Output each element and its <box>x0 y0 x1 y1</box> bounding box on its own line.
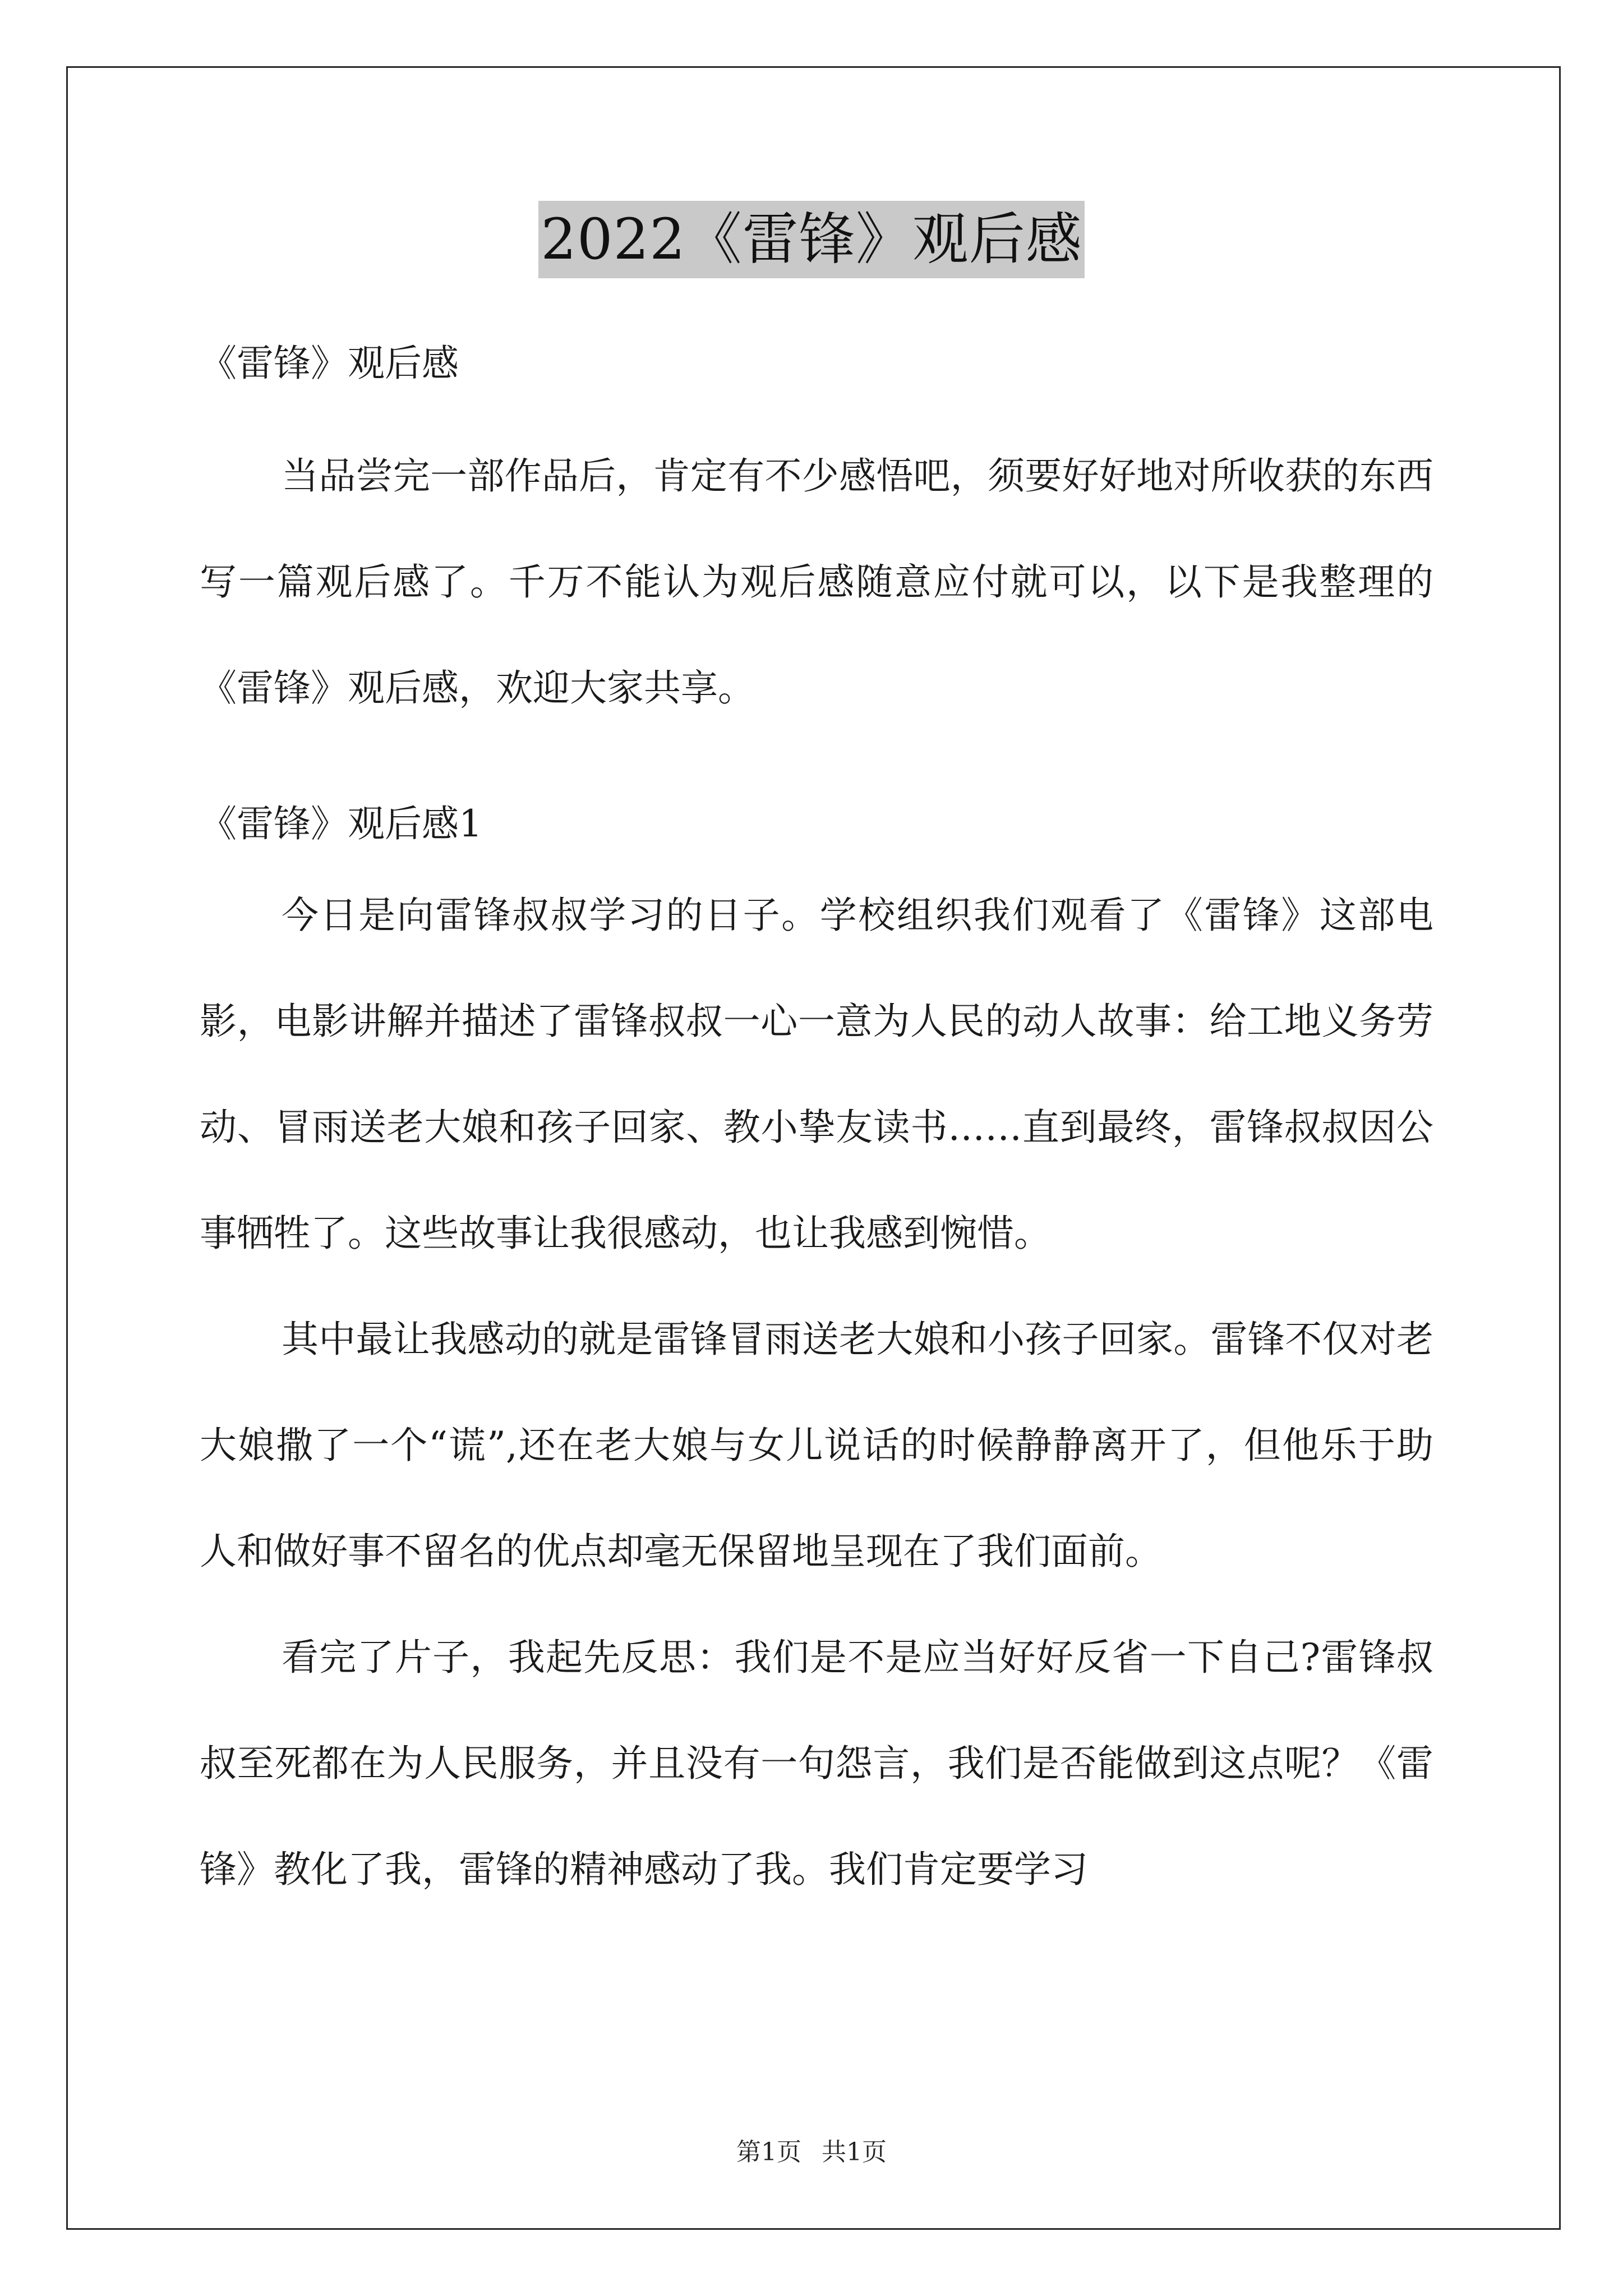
page-number: 第1页 <box>736 2138 801 2166</box>
intro-paragraph: 当品尝完一部作品后，肯定有不少感悟吧，须要好好地对所收获的东西写一篇观后感了。千万不能认为观后感随意应付就可以，以下是我整理的《雷锋》观后感，欢迎大家共享。 <box>200 454 1433 710</box>
section-heading: 《雷锋》观后感1 <box>200 802 482 845</box>
title-container <box>0 201 1623 278</box>
document-body <box>200 337 1433 1922</box>
body-paragraph: 看完了片子，我起先反思：我们是不是应当好好反省一下自己?雷锋叔叔至死都在为人民服务，并且没有一句怨言，我们是否能做到这点呢？《雷锋》教化了我，雷锋的精神感动了我。我们肯定要学习 <box>200 1636 1433 1891</box>
body-paragraph: 今日是向雷锋叔叔学习的日子。学校组织我们观看了《雷锋》这部电影，电影讲解并描述了雷锋叔叔一心一意为人民的动人故事：给工地义务劳动、冒雨送老大娘和孩子回家、教小挚友读书……直到最终，雷锋叔叔因公事牺牲了。这些故事让我很感动，也让我感到惋惜。 <box>200 894 1433 1255</box>
page-total: 共1页 <box>822 2138 887 2166</box>
intro-heading: 《雷锋》观后感 <box>200 342 459 385</box>
page-footer <box>0 2132 1623 2168</box>
document-title: 2022《雷锋》观后感 <box>538 201 1085 278</box>
body-paragraph: 其中最让我感动的就是雷锋冒雨送老大娘和小孩子回家。雷锋不仅对老大娘撒了一个“谎”,还在老大娘与女儿说话的时候静静离开了，但他乐于助人和做好事不留名的优点却毫无保留地呈现在了我们面前。 <box>200 1318 1433 1573</box>
